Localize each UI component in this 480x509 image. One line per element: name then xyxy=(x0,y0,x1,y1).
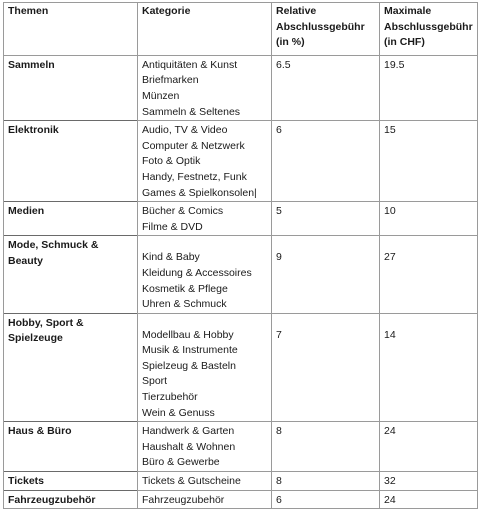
table-row xyxy=(4,490,478,509)
table-row xyxy=(4,121,478,202)
relative-fee-cell: 9 xyxy=(272,236,380,313)
category-cell xyxy=(138,472,272,491)
category-item: Musik & Instrumente xyxy=(142,344,238,357)
category-item: Games & Spielkonsolen| xyxy=(142,186,257,199)
theme-cell: Medien xyxy=(4,202,138,236)
table-row xyxy=(4,422,478,472)
theme-cell: Hobby, Sport & Spielzeuge xyxy=(4,313,138,422)
category-item: Foto & Optik xyxy=(142,155,201,168)
category-item: Sport xyxy=(142,375,168,388)
category-item: Kleidung & Accessoires xyxy=(142,266,252,279)
category-item: Fahrzeugzubehör xyxy=(142,493,225,506)
max-fee-cell: 10 xyxy=(380,202,478,236)
table-row xyxy=(4,202,478,236)
header-max-fee: Maximale Abschlussgebühr (in CHF) xyxy=(380,3,478,56)
category-item: Bücher & Comics xyxy=(142,205,224,218)
max-fee-cell: 27 xyxy=(380,236,478,313)
category-item: Antiquitäten & Kunst xyxy=(142,58,238,71)
category-item: Uhren & Schmuck xyxy=(142,298,227,311)
category-item: Wein & Genuss xyxy=(142,406,215,419)
category-cell xyxy=(138,202,272,236)
category-cell xyxy=(138,55,272,120)
relative-fee-cell: 6 xyxy=(272,490,380,509)
category-cell xyxy=(138,490,272,509)
category-item: Kind & Baby xyxy=(142,251,200,264)
category-cell xyxy=(138,422,272,472)
relative-fee-cell: 6 xyxy=(272,121,380,202)
theme-cell: Elektronik xyxy=(4,121,138,202)
category-item: Modellbau & Hobby xyxy=(142,328,234,341)
table-row xyxy=(4,313,478,422)
theme-cell: Fahrzeugzubehör xyxy=(4,490,138,509)
category-item: Handwerk & Garten xyxy=(142,425,235,438)
category-cell xyxy=(138,236,272,313)
header-row xyxy=(4,3,478,56)
header-themes: Themen xyxy=(4,3,138,56)
theme-cell: Sammeln xyxy=(4,55,138,120)
relative-fee-cell: 5 xyxy=(272,202,380,236)
category-item: Tierzubehör xyxy=(142,391,198,404)
header-relative-fee: Relative Abschlussgebühr (in %) xyxy=(272,3,380,56)
category-item: Münzen xyxy=(142,89,180,102)
category-item: Computer & Netzwerk xyxy=(142,139,245,152)
theme-cell: Mode, Schmuck & Beauty xyxy=(4,236,138,313)
category-item: Spielzeug & Basteln xyxy=(142,359,236,372)
max-fee-cell: 24 xyxy=(380,422,478,472)
max-fee-cell: 32 xyxy=(380,472,478,491)
max-fee-cell: 14 xyxy=(380,313,478,422)
category-item: Büro & Gewerbe xyxy=(142,456,220,469)
category-item: Filme & DVD xyxy=(142,220,203,233)
fee-table xyxy=(3,2,478,509)
table-row xyxy=(4,236,478,313)
category-item: Kosmetik & Pflege xyxy=(142,282,228,295)
header-category: Kategorie xyxy=(138,3,272,56)
category-item: Audio, TV & Video xyxy=(142,124,228,137)
theme-cell: Tickets xyxy=(4,472,138,491)
category-cell xyxy=(138,121,272,202)
category-item: Haushalt & Wohnen xyxy=(142,440,236,453)
max-fee-cell: 24 xyxy=(380,490,478,509)
category-item: Tickets & Gutscheine xyxy=(142,475,241,488)
relative-fee-cell: 8 xyxy=(272,472,380,491)
table-row xyxy=(4,55,478,120)
max-fee-cell: 15 xyxy=(380,121,478,202)
relative-fee-cell: 6.5 xyxy=(272,55,380,120)
category-item: Sammeln & Seltenes xyxy=(142,105,241,118)
category-item: Handy, Festnetz, Funk xyxy=(142,170,247,183)
relative-fee-cell: 8 xyxy=(272,422,380,472)
category-item: Briefmarken xyxy=(142,74,199,87)
relative-fee-cell: 7 xyxy=(272,313,380,422)
theme-cell: Haus & Büro xyxy=(4,422,138,472)
max-fee-cell: 19.5 xyxy=(380,55,478,120)
table-row xyxy=(4,472,478,491)
category-cell xyxy=(138,313,272,422)
